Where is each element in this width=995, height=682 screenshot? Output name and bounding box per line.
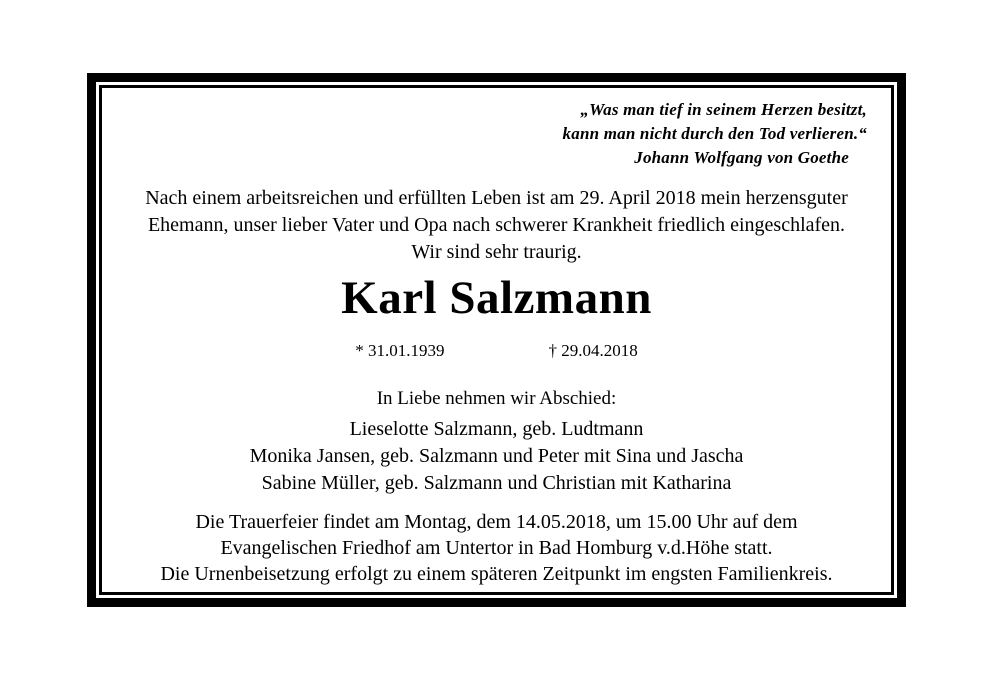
intro-line-2: Ehemann, unser lieber Vater und Opa nach schwerer Krankheit friedlich eingeschlafen.	[147, 214, 846, 236]
mourners-list	[102, 416, 891, 497]
mourner-line-2: Monika Jansen, geb. Salzmann und Peter mit Sina und Jascha	[249, 445, 744, 467]
funeral-details	[102, 509, 891, 587]
intro-paragraph	[102, 185, 891, 266]
funeral-line-1: Die Trauerfeier findet am Montag, dem 14.05.2018, um 15.00 Uhr auf dem	[195, 511, 798, 533]
goethe-quote	[102, 88, 891, 170]
memorial-card-content	[102, 88, 891, 592]
deceased-name: Karl Salzmann	[341, 272, 652, 324]
quote-attribution: Johann Wolfgang von Goethe	[634, 148, 849, 167]
quote-line-1: „Was man tief in seinem Herzen besitzt,	[580, 100, 867, 119]
intro-line-1: Nach einem arbeitsreichen und erfüllten Leben ist am 29. April 2018 mein herzensguter	[145, 187, 848, 209]
memorial-card-inner-border	[99, 85, 894, 595]
death-date: † 29.04.2018	[548, 341, 638, 360]
funeral-line-2: Evangelischen Friedhof am Untertor in Bad Homburg v.d.Höhe statt.	[220, 537, 773, 559]
mourner-line-3: Sabine Müller, geb. Salzmann und Christian mit Katharina	[261, 472, 732, 494]
quote-line-2: kann man nicht durch den Tod verlieren.“	[562, 124, 867, 143]
memorial-card-frame	[87, 73, 906, 607]
funeral-line-3: Die Urnenbeisetzung erfolgt zu einem späteren Zeitpunkt im engsten Familienkreis.	[160, 563, 833, 585]
mourner-line-1: Lieselotte Salzmann, geb. Ludtmann	[349, 418, 644, 440]
intro-line-3: Wir sind sehr traurig.	[411, 241, 582, 263]
birth-date: * 31.01.1939	[355, 341, 445, 360]
life-dates	[102, 339, 891, 362]
farewell-heading: In Liebe nehmen wir Abschied:	[376, 388, 617, 409]
